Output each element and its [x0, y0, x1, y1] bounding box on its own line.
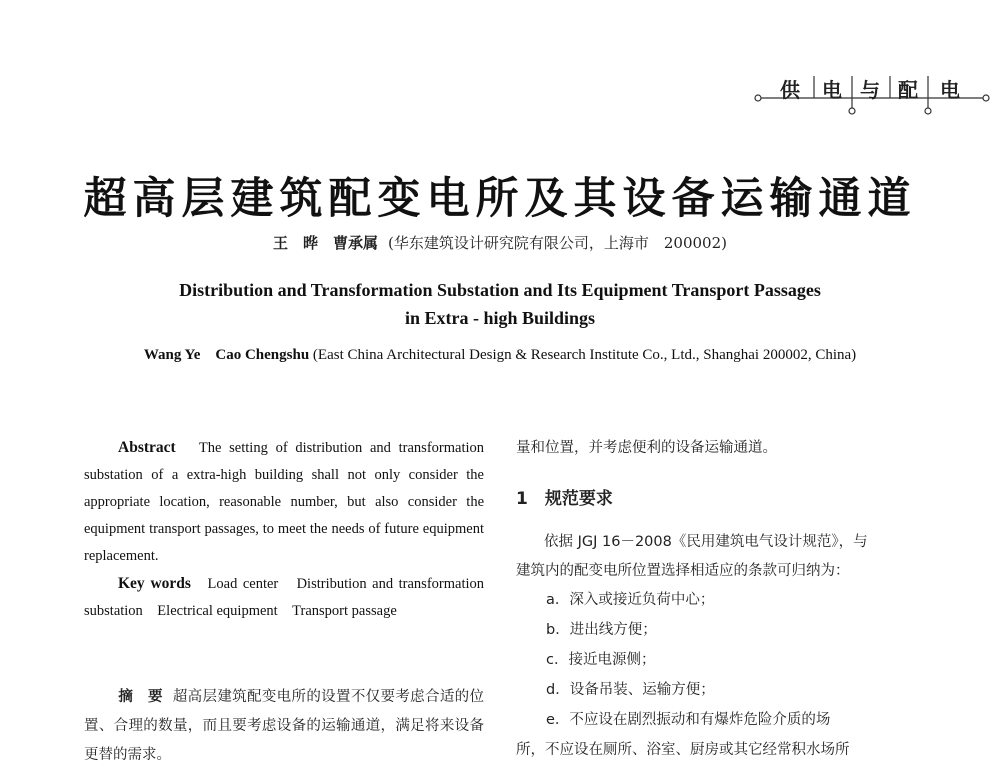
abstract-en: [84, 434, 484, 570]
abstract-en-label: Abstract: [118, 439, 176, 456]
section-tag-char-3: 与: [860, 78, 880, 102]
section-tag-char-2: 电: [822, 78, 842, 102]
list-item: b．进出线方便；: [546, 622, 657, 638]
section-heading: 1 规范要求: [516, 489, 613, 509]
section-tag: [754, 72, 990, 116]
list-item: e．不应设在剧烈振动和有爆炸危险介质的场: [546, 712, 831, 728]
para-line-1: 依据 JGJ 16－2008《民用建筑电气设计规范》，与: [544, 534, 868, 550]
keywords-en-text: Load center Distribution and transformation substation Electrical equipment Transport passage: [84, 576, 485, 619]
abstract-cn: [84, 682, 484, 770]
author-affiliation-cn: (华东建筑设计研究院有限公司，上海市 200002): [388, 234, 727, 252]
title-en-line2: in Extra - high Buildings: [404, 308, 596, 328]
author-affiliation-en: (East China Architectural Design & Research Institute Co., Ltd., Shanghai 200002, China): [312, 347, 857, 363]
keywords-en: [84, 570, 484, 625]
authors-en: [0, 343, 1000, 364]
last-line: 所，不应设在厕所、浴室、厨房或其它经常积水场所: [516, 742, 850, 758]
title-en-line1: Distribution and Transformation Substation and Its Equipment Transport Passages: [179, 280, 821, 300]
authors-cn: [0, 232, 1000, 253]
author-names-cn: 王 晔 曹承属: [273, 234, 379, 252]
author-names-en: Wang Ye Cao Chengshu: [143, 347, 310, 363]
para-line-2: 建筑内的配变电所位置选择相适应的条款可归纳为：: [516, 563, 850, 579]
section-tag-char-5: 电: [940, 78, 960, 102]
section-tag-char-4: 配: [898, 78, 918, 102]
list-item: d．设备吊装、运输方便；: [546, 682, 715, 698]
list-item: a．深入或接近负荷中心；: [546, 592, 715, 608]
intro-line: 量和位置，并考虑便利的设备运输通道。: [516, 440, 777, 456]
abstract-en-block: [84, 434, 484, 625]
abstract-en-text: The setting of distribution and transformation substation of a extra-high building shall not only consider the appropriate location, reasonable number, but also consider the equipment transport passages, to meet the needs of future equipment replacement.: [84, 440, 485, 564]
list-item: c．接近电源侧；: [546, 652, 656, 668]
section-tag-char-1: 供: [780, 78, 800, 102]
paper-title: 超高层建筑配变电所及其设备运输通道: [83, 174, 917, 224]
keywords-en-label: Key words: [118, 575, 191, 592]
abstract-cn-label: 摘 要: [118, 688, 163, 705]
abstract-cn-text: 超高层建筑配变电所的设置不仅要考虑合适的位置、合理的数量，而且要考虑设备的运输通道，满足将来设备更替的需求。: [84, 689, 485, 763]
